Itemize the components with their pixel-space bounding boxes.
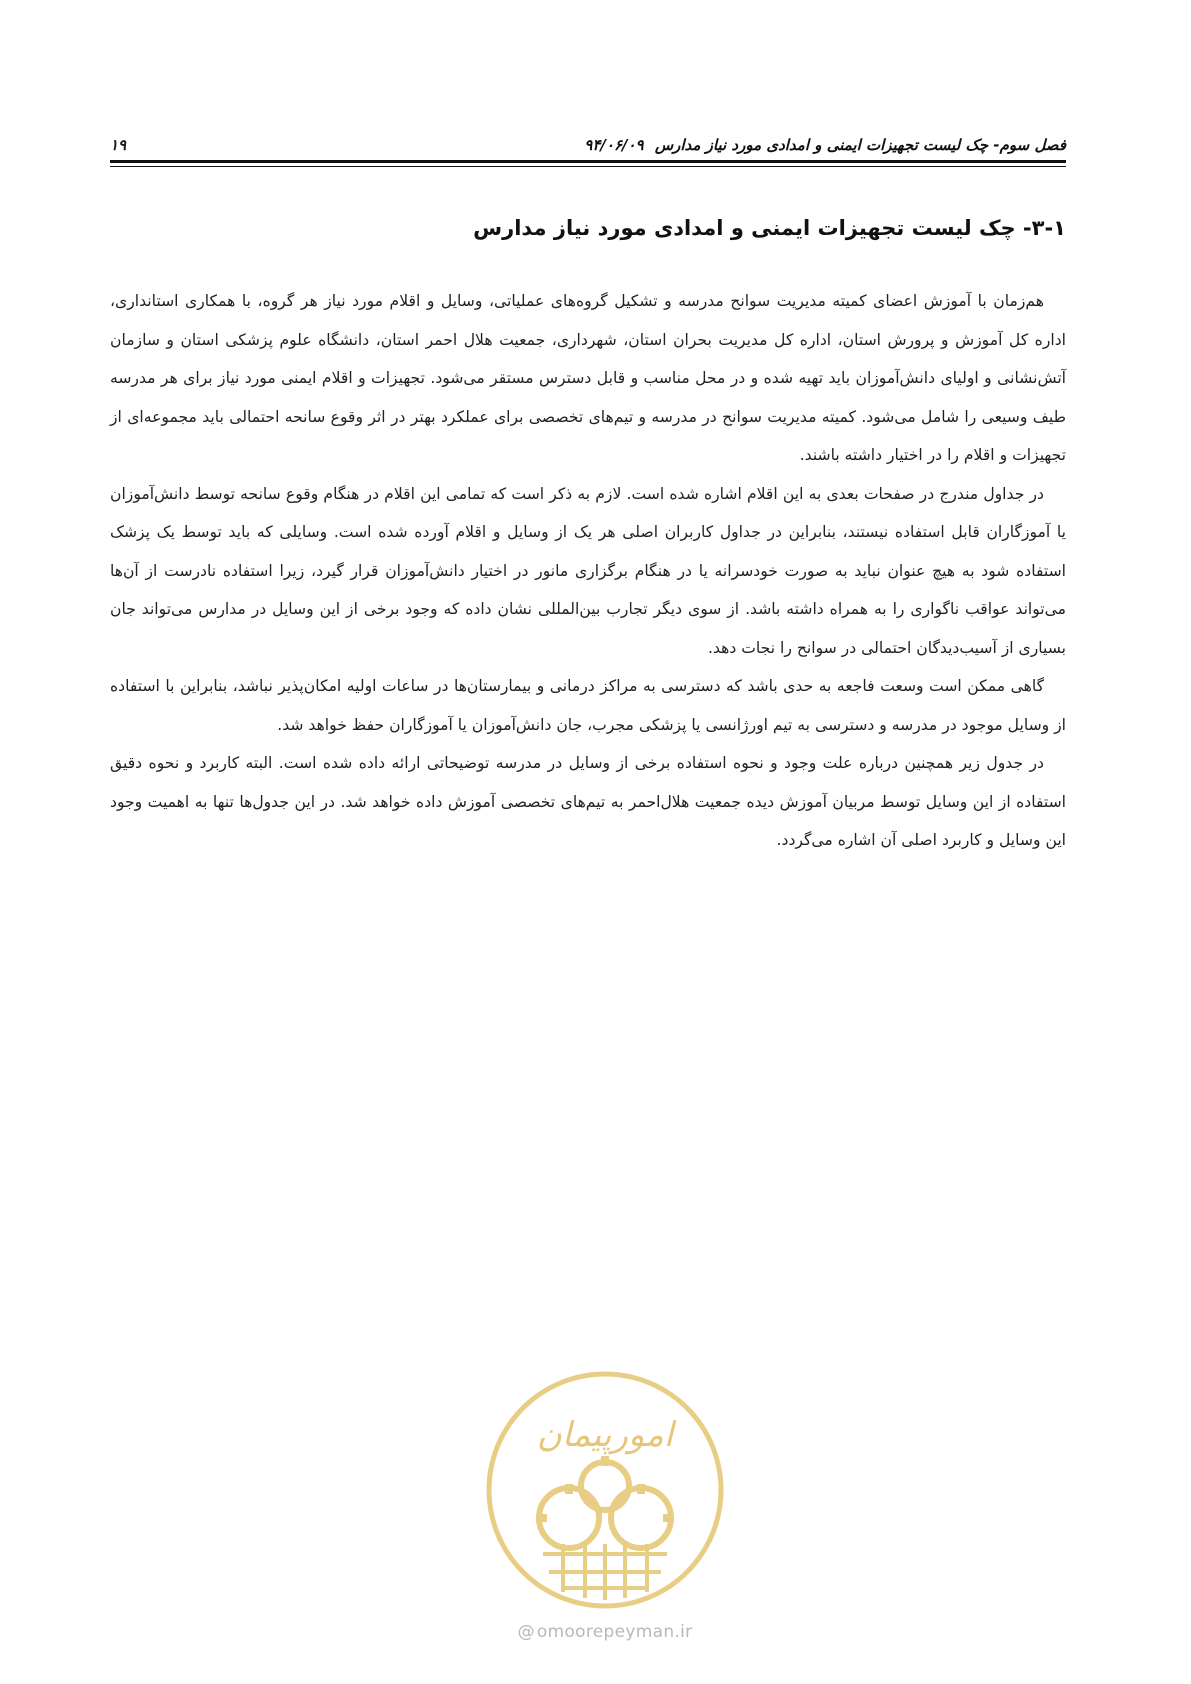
paragraph-1: هم‌زمان با آموزش اعضای کمیته مدیریت سوانح مدرسه و تشکیل گروه‌های عملیاتی، وسایل و اقلام مورد نیاز هر گروه، با همکاری استانداری، اداره کل آموزش و پرورش استان، اداره کل مدیریت بحران استان، شهرداری، جمعیت هلال احمر استان، دانشگاه علوم پزشکی استان و سازمان آتش‌نشانی و اولیای دانش‌آموزان باید تهیه شده و در محل مناسب و قابل دسترس مستقر می‌شود. تجهیزات و اقلام ایمنی مورد نیاز برای هر مدرسه طیف وسیعی را شامل می‌شود. کمیته مدیریت سوانح در مدرسه و تیم‌های تخصصی برای عملکرد بهتر در اثر وقوع سانحه احتمالی باید مجموعه‌ای از تجهیزات و اقلام را در اختیار داشته باشند. — [110, 292, 1066, 464]
header-date: ۹۴/۰۶/۰۹ — [584, 136, 644, 154]
body-text — [110, 282, 1066, 860]
page-header — [110, 126, 1066, 154]
page-number: ۱۹ — [110, 136, 127, 154]
header-rule-thin — [110, 166, 1066, 167]
paragraph-3: گاهی ممکن است وسعت فاجعه به حدی باشد که دسترسی به مراکز درمانی و بیمارستان‌ها در ساعات اولیه امکان‌پذیر نباشد، بنابراین با استفاده از وسایل موجود در مدرسه و دسترسی به تیم اورژانسی یا پزشکی مجرب، جان دانش‌آموزان یا آموزگاران حفظ خواهد شد. — [110, 677, 1066, 734]
at-icon: @ — [517, 1622, 535, 1642]
header-rule-thick — [110, 160, 1066, 163]
section-heading: ۳-۱- چک لیست تجهیزات ایمنی و امدادی مورد نیاز مدارس — [473, 216, 1066, 240]
watermark-logo-text: امورپیمان — [536, 1415, 674, 1455]
running-header — [584, 136, 1066, 154]
header-title: فصل سوم- چک لیست تجهیزات ایمنی و امدادی مورد نیاز مدارس — [654, 136, 1066, 154]
watermark-url — [490, 1622, 720, 1642]
paragraph-2: در جداول مندرج در صفحات بعدی به این اقلام اشاره شده است. لازم به ذکر است که تمامی این اقلام در هنگام وقوع سانحه توسط دانش‌آموزان یا آموزگاران قابل استفاده نیستند، بنابراین در جداول کاربران اصلی هر یک از وسایل و اقلام آورده شده است. وسایلی که باید توسط یک پزشک استفاده شود به هیچ عنوان نباید به صورت خودسرانه یا در هنگام برگزاری مانور در اختیار دانش‌آموزان قرار گیرد، زیرا استفاده نادرست از آن‌ها می‌تواند عواقب ناگواری را به همراه داشته باشد. از سوی دیگر تجارب بین‌المللی نشان داده که وجود برخی از این وسایل در مدارس می‌تواند جان بسیاری از آسیب‌دیدگان احتمالی در سوانح را نجات دهد. — [110, 484, 1066, 657]
watermark-logo — [483, 1368, 727, 1612]
watermark-url-text: omoorepeyman.ir — [536, 1622, 693, 1642]
paragraph-4: در جدول زیر همچنین درباره علت وجود و نحوه استفاده برخی از وسایل در مدرسه توضیحاتی ارائه داده شده است. البته کاربرد و نحوه دقیق استفاده از این وسایل توسط مربیان آموزش دیده جمعیت هلال‌احمر به تیم‌های تخصصی آموزش داده خواهد شد. در این جدول‌ها تنها به اهمیت وجود این وسایل و کاربرد اصلی آن اشاره می‌گردد. — [110, 754, 1066, 849]
